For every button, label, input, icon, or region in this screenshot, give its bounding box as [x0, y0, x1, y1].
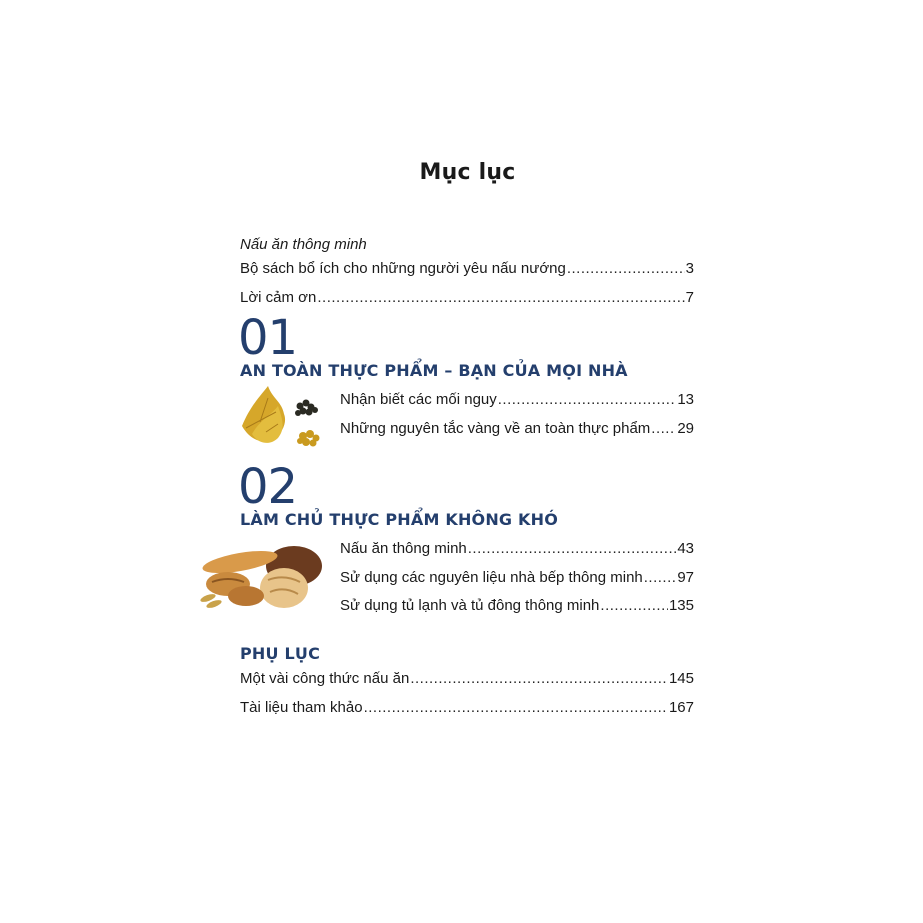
toc-entry-page: 13 — [677, 391, 694, 408]
toc-entry[interactable] — [240, 670, 694, 688]
dot-leader — [410, 670, 668, 688]
pepper-pile — [295, 400, 318, 417]
toc-entry-label: Tài liệu tham khảo — [240, 699, 363, 716]
section-title: LÀM CHỦ THỰC PHẨM KHÔNG KHÓ — [240, 510, 559, 529]
baguette — [201, 547, 279, 578]
wheat — [199, 592, 222, 609]
toc-entry[interactable] — [340, 391, 694, 409]
toc-entry-label: Nhận biết các mối nguy — [340, 391, 497, 408]
toc-entry-label: Sử dụng các nguyên liệu nhà bếp thông minh — [340, 569, 643, 586]
toc-entry-label: Lời cảm ơn — [240, 289, 317, 306]
section-number: 02 — [238, 459, 298, 515]
toc-entry-page: 167 — [668, 699, 694, 716]
dot-leader — [468, 540, 677, 558]
seed-pile — [297, 430, 320, 447]
crust-roll — [228, 586, 264, 606]
toc-entry-label: Sử dụng tủ lạnh và tủ đông thông minh — [340, 597, 600, 614]
toc-entry-page: 3 — [685, 260, 694, 277]
toc-entry[interactable] — [240, 699, 694, 717]
appendix-title: PHỤ LỤC — [240, 644, 321, 663]
toc-entry[interactable] — [340, 597, 694, 615]
toc-entry[interactable] — [240, 260, 694, 278]
leaves-spices-illustration — [238, 384, 328, 454]
dot-leader — [364, 699, 668, 717]
toc-entry-page: 135 — [668, 597, 694, 614]
dot-leader — [498, 391, 677, 409]
toc-entry-page: 145 — [668, 670, 694, 687]
intro-subtitle: Nấu ăn thông minh — [240, 236, 367, 253]
toc-entry-label: Nấu ăn thông minh — [340, 540, 467, 557]
toc-entry-label: Một vài công thức nấu ăn — [240, 670, 410, 687]
dot-leader — [600, 597, 668, 615]
toc-entry[interactable] — [340, 420, 694, 438]
toc-entry[interactable] — [240, 289, 694, 307]
toc-entry-page: 29 — [677, 420, 694, 437]
dot-leader — [644, 569, 677, 587]
bread-illustration — [198, 540, 328, 612]
toc-entry-page: 97 — [677, 569, 694, 586]
page-title: Mục lục — [419, 160, 516, 185]
section-title: AN TOÀN THỰC PHẨM – BẠN CỦA MỌI NHÀ — [240, 361, 628, 380]
round-loaf — [260, 568, 308, 608]
toc-entry-label: Những nguyên tắc vàng về an toàn thực phẩm — [340, 420, 651, 437]
dot-leader — [317, 289, 684, 307]
toc-entry-page: 43 — [677, 540, 694, 557]
toc-entry[interactable] — [340, 569, 694, 587]
dot-leader — [567, 260, 685, 278]
toc-entry-page: 7 — [685, 289, 694, 306]
dot-leader — [651, 420, 676, 438]
toc-entry-label: Bộ sách bổ ích cho những người yêu nấu nướng — [240, 260, 566, 277]
section-number: 01 — [238, 310, 298, 366]
toc-entry[interactable] — [340, 540, 694, 558]
